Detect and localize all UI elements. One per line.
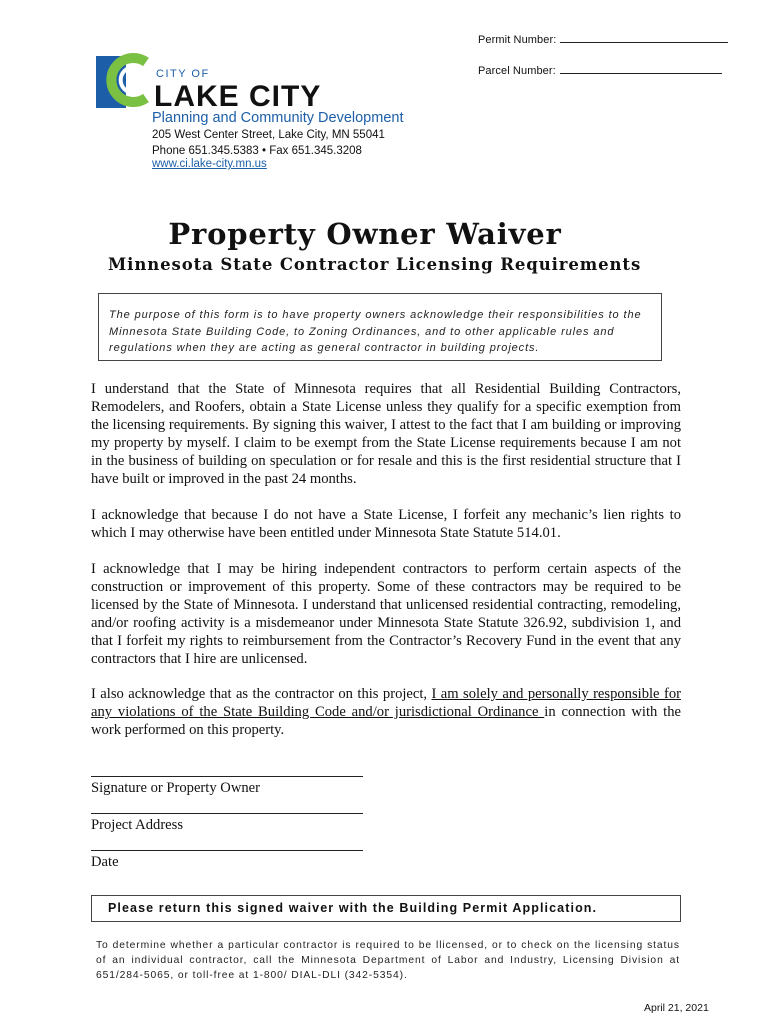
logo-city-of: CITY OF xyxy=(156,68,210,80)
phone-fax-line: Phone 651.345.5383 • Fax 651.345.3208 xyxy=(152,145,362,157)
signature-label: Signature or Property Owner xyxy=(91,780,261,796)
parcel-number-field[interactable] xyxy=(478,64,722,77)
return-notice-box xyxy=(91,895,681,922)
signature-line[interactable] xyxy=(91,776,363,777)
logo-lake-city: LAKE CITY xyxy=(154,80,322,113)
page-title: Property Owner Waiver xyxy=(168,217,562,251)
date-label: Date xyxy=(91,854,119,870)
city-logo-icon xyxy=(96,52,156,110)
paragraph-lien-rights: I acknowledge that because I do not have a State License, I forfeit any mechanic’s lien rights to which I may otherwise have been entitled under Minnesota State Statute 514.01. xyxy=(91,507,681,541)
responsibility-text-start: I also acknowledge that as the contractor on this project, xyxy=(91,686,432,702)
parcel-number-label: Parcel Number: xyxy=(478,65,556,77)
parcel-number-line[interactable] xyxy=(560,64,722,74)
address-line: 205 West Center Street, Lake City, MN 55041 xyxy=(152,129,385,141)
paragraph-license-requirement: I understand that the State of Minnesota requires that all Residential Building Contractors, Remodelers, and Roofers, obtain a State License unless they qualify for a specific exemption from the licensing requirements. By signing this waiver, I attest to the fact that I am building or improving my property by myself. I claim to be exempt from the State License requirements because I am not in the business of building on speculation or for resale and this is the first residential structure that I have built or improved in the past 24 months. xyxy=(91,381,681,487)
project-address-label: Project Address xyxy=(91,817,184,833)
paragraph-responsibility xyxy=(91,685,681,739)
purpose-box xyxy=(98,293,662,361)
paragraph-independent-contractors: I acknowledge that I may be hiring independent contractors to perform certain aspects of the construction or improvement of this property. Some of these contractors may be required to be licensed by the State of Minnesota. I understand that unlicensed residential contracting, remodeling, and/or roofing activity is a misdemeanor under Minnesota State Statute 326.92, subdivision 1, and that I forfeit my rights to reimbursement from the Contractor’s Recovery Fund in the event that any contractors that I hire are unlicensed. xyxy=(91,561,681,667)
revision-date: April 21, 2021 xyxy=(644,1002,709,1014)
city-logo xyxy=(96,52,336,112)
permit-number-line[interactable] xyxy=(560,33,728,43)
footer-licensing-info: To determine whether a particular contractor is required to be llicensed, or to check on the licensing status of an individual contractor, call the Minnesota Department of Labor and Industry, Licensing Division at 651/284-5065, or toll-free at 1-800/ DIAL-DLI (342-5354). xyxy=(96,940,680,981)
page-subtitle: Minnesota State Contractor Licensing Requirements xyxy=(108,255,642,274)
date-line[interactable] xyxy=(91,850,363,851)
website-link[interactable]: www.ci.lake-city.mn.us xyxy=(152,158,267,170)
responsibility-text-end: in connection with the work performed on this property. xyxy=(91,704,681,738)
permit-number-field[interactable] xyxy=(478,33,728,46)
project-address-line[interactable] xyxy=(91,813,363,814)
return-notice-text: Please return this signed waiver with the Building Permit Application. xyxy=(108,901,598,915)
department-name: Planning and Community Development xyxy=(152,110,404,126)
purpose-text: The purpose of this form is to have property owners acknowledge their responsibilities to the Minnesota State Building Code, to Zoning Ordinances, and to other applicable rules and regulations when they are acting as general contractor in building projects. xyxy=(109,309,642,354)
responsibility-text-underlined: I am solely and personally responsible for any violations of the State Building Code and/or jurisdictional Ordinance xyxy=(91,686,681,720)
permit-number-label: Permit Number: xyxy=(478,34,557,46)
